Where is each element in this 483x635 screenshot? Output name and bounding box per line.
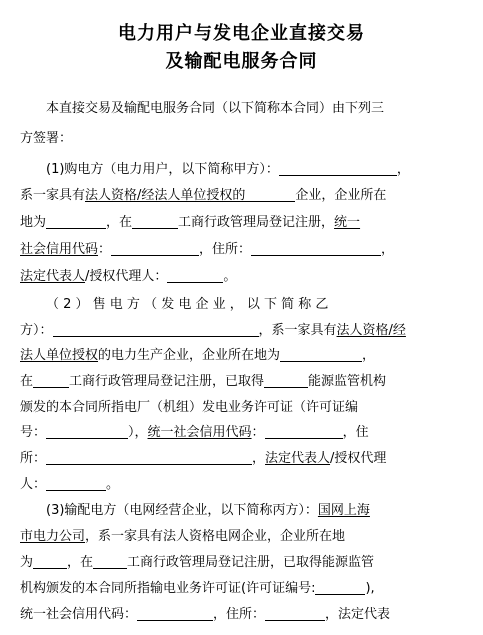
buyer-legal-rep-label: 法定代表人 <box>20 269 86 284</box>
grid-credit-code-blank[interactable] <box>137 606 213 621</box>
seller-legal-status-start: 法人资格/经 <box>336 323 406 338</box>
grid-line-3: 为 ，在 工商行政管理局登记注册，已取得能源监管 <box>20 555 375 570</box>
grid-line-2: 市电力公司，系一家具有法人资格电网企业，企业所在地 <box>20 529 346 544</box>
seller-line-7: 所： ，法定代表人/授权代理 <box>20 451 387 466</box>
buyer-address-blank[interactable] <box>251 241 381 256</box>
grid-company-name: 市电力公司 <box>20 529 86 544</box>
intro-line-2: 方签署： <box>20 131 73 146</box>
seller-credit-code-blank[interactable] <box>265 424 343 439</box>
seller-line-3: 法人单位授权的电力生产企业，企业所在地为 ， <box>20 348 376 363</box>
buyer-legal-status: 法人资格/经法人单位授权的 <box>85 188 246 203</box>
buyer-location-blank[interactable] <box>46 214 106 229</box>
buyer-legal-rep-blank[interactable] <box>167 268 223 283</box>
buyer-line-3: 地为 ，在 工商行政管理局登记注册，统一 <box>20 215 361 230</box>
buyer-line-5: 法定代表人/授权代理人： 。 <box>20 269 237 284</box>
seller-credit-code-label: 统一社会信用代码 <box>147 425 252 440</box>
buyer-credit-code-label-start: 统一 <box>334 215 361 230</box>
seller-line-6: 号： ），统一社会信用代码： ，住 <box>20 425 369 440</box>
seller-line-1: （ 2 ） 售 电 方 （ 发 电 企 业 ， 以 下 简 称 乙 <box>46 297 329 312</box>
buyer-line-4: 社会信用代码： ，住所： ， <box>20 242 395 257</box>
grid-company-name-start: 国网上海 <box>317 503 370 518</box>
seller-legal-rep-label: 法定代表人 <box>265 451 331 466</box>
seller-address-blank[interactable] <box>46 450 252 465</box>
grid-line-5: 统一社会信用代码： ，住所： ，法定代表 <box>20 607 391 622</box>
seller-line-2: 方）： ，系一家具有法人资格/经 <box>20 323 406 338</box>
intro-line-1: 本直接交易及输配电服务合同（以下简称本合同）由下列三 <box>46 101 385 116</box>
seller-license-no-blank[interactable] <box>46 424 128 439</box>
buyer-credit-code-label: 社会信用代码 <box>20 242 99 257</box>
buyer-type-blank[interactable] <box>245 187 295 202</box>
seller-name-blank[interactable] <box>53 322 259 337</box>
grid-address-blank[interactable] <box>265 606 325 621</box>
seller-line-4: 在 工商行政管理局登记注册，已取得 能源监管机构 <box>20 374 387 389</box>
buyer-name-blank[interactable] <box>279 161 397 176</box>
document-title-line2: 及输配电服务合同 <box>165 51 318 72</box>
seller-line-8: 人： 。 <box>20 477 120 492</box>
buyer-line-1: (1)购电方（电力用户，以下简称甲方）： ， <box>46 162 410 177</box>
grid-line-1: (3)输配电方（电网经营企业，以下简称丙方）：国网上海 <box>46 503 370 518</box>
grid-license-no-blank[interactable] <box>315 580 365 595</box>
seller-legal-rep-blank[interactable] <box>46 476 106 491</box>
seller-registry-blank[interactable] <box>33 373 69 388</box>
grid-location-blank[interactable] <box>33 554 67 569</box>
buyer-line-2: 系一家具有法人资格/经法人单位授权的 企业，企业所在 <box>20 188 387 203</box>
grid-line-4: 机构颁发的本合同所指输电业务许可证(许可证编号: ), <box>20 581 375 596</box>
seller-line-5: 颁发的本合同所指电厂（机组）发电业务许可证（许可证编 <box>20 400 359 415</box>
grid-registry-blank[interactable] <box>93 554 127 569</box>
buyer-credit-code-blank[interactable] <box>111 241 199 256</box>
seller-regulator-blank[interactable] <box>264 373 308 388</box>
buyer-registry-blank[interactable] <box>132 214 178 229</box>
document-title-line1: 电力用户与发电企业直接交易 <box>118 23 365 44</box>
seller-legal-status: 法人单位授权 <box>20 348 99 363</box>
seller-location-blank[interactable] <box>280 347 362 362</box>
